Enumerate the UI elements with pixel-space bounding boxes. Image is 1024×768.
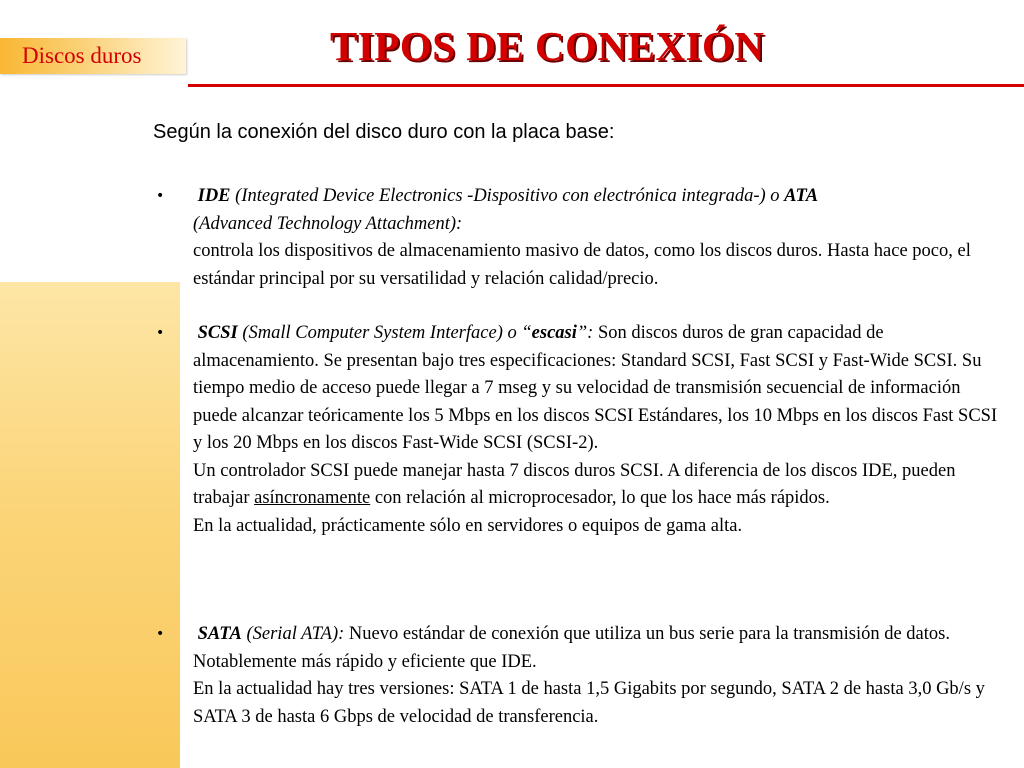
sata-description: Nuevo estándar de conexión que utiliza un bus serie para la transmisión de datos. Notablemente más rápido y eficiente que IDE. <box>193 624 950 672</box>
list-item-sata <box>156 621 998 731</box>
term-scsi-expansion: (Small Computer System Interface) o “ <box>237 323 532 343</box>
term-ata: ATA <box>784 186 819 206</box>
bullet-icon: • <box>156 325 165 341</box>
asincronamente-underlined: asíncronamente <box>254 488 371 508</box>
term-sata-expansion: (Serial ATA): <box>241 624 345 644</box>
decorative-side-bar <box>0 282 180 768</box>
section-tab-label: Discos duros <box>22 43 142 68</box>
term-sata: SATA <box>197 624 242 644</box>
slide-title: TIPOS DE CONEXIÓN <box>330 23 765 69</box>
scsi-description: Son discos duros de gran capacidad de almacenamiento. Se presentan bajo tres especificaciones: Standard SCSI, Fast SCSI y Fast-Wide SCSI. Su tiempo medio de acceso puede llegar a 7 mseg y su velocidad de transmisión secuencial de información puede alcanzar teóricamente los 5 Mbps en los discos SCSI Estándares, los 10 Mbps en los discos Fast SCSI y los 20 Mbps en los discos Fast-Wide SCSI (SCSI-2). <box>193 323 998 453</box>
scsi-current-use: En la actualidad, prácticamente sólo en servidores o equipos de gama alta. <box>193 515 743 536</box>
title-divider <box>188 84 1024 87</box>
bullet-icon: • <box>156 188 165 204</box>
list-item-scsi <box>156 320 998 540</box>
list-item-ide <box>156 183 998 293</box>
bullet-icon: • <box>156 626 165 642</box>
sata-versions: En la actualidad hay tres versiones: SATA 1 de hasta 1,5 Gigabits por segundo, SATA 2 de hasta 3,0 Gb/s y SATA 3 de hasta 6 Gbps de velocidad de transferencia. <box>193 679 985 727</box>
ide-description: controla los dispositivos de almacenamiento masivo de datos, como los discos duros. Hasta hace poco, el estándar principal por su versatilidad y relación calidad/precio. <box>193 241 971 289</box>
section-tab <box>0 38 186 74</box>
term-ata-expansion: (Advanced Technology Attachment): <box>193 213 463 234</box>
intro-text: Según la conexión del disco duro con la placa base: <box>153 121 615 143</box>
term-scsi: SCSI <box>197 323 238 343</box>
term-ide-expansion: (Integrated Device Electronics -Dispositivo con electrónica integrada-) o <box>230 186 785 206</box>
term-escasi: escasi <box>531 323 577 343</box>
term-ide: IDE <box>197 186 231 206</box>
scsi-controller-paragraph: Un controlador SCSI puede manejar hasta 7 discos duros SCSI. A diferencia de los discos IDE, pueden trabajar asíncronamente con relación al microprocesador, lo que los hace más rápidos. <box>193 460 956 508</box>
term-escasi-close: ”: <box>576 323 594 343</box>
